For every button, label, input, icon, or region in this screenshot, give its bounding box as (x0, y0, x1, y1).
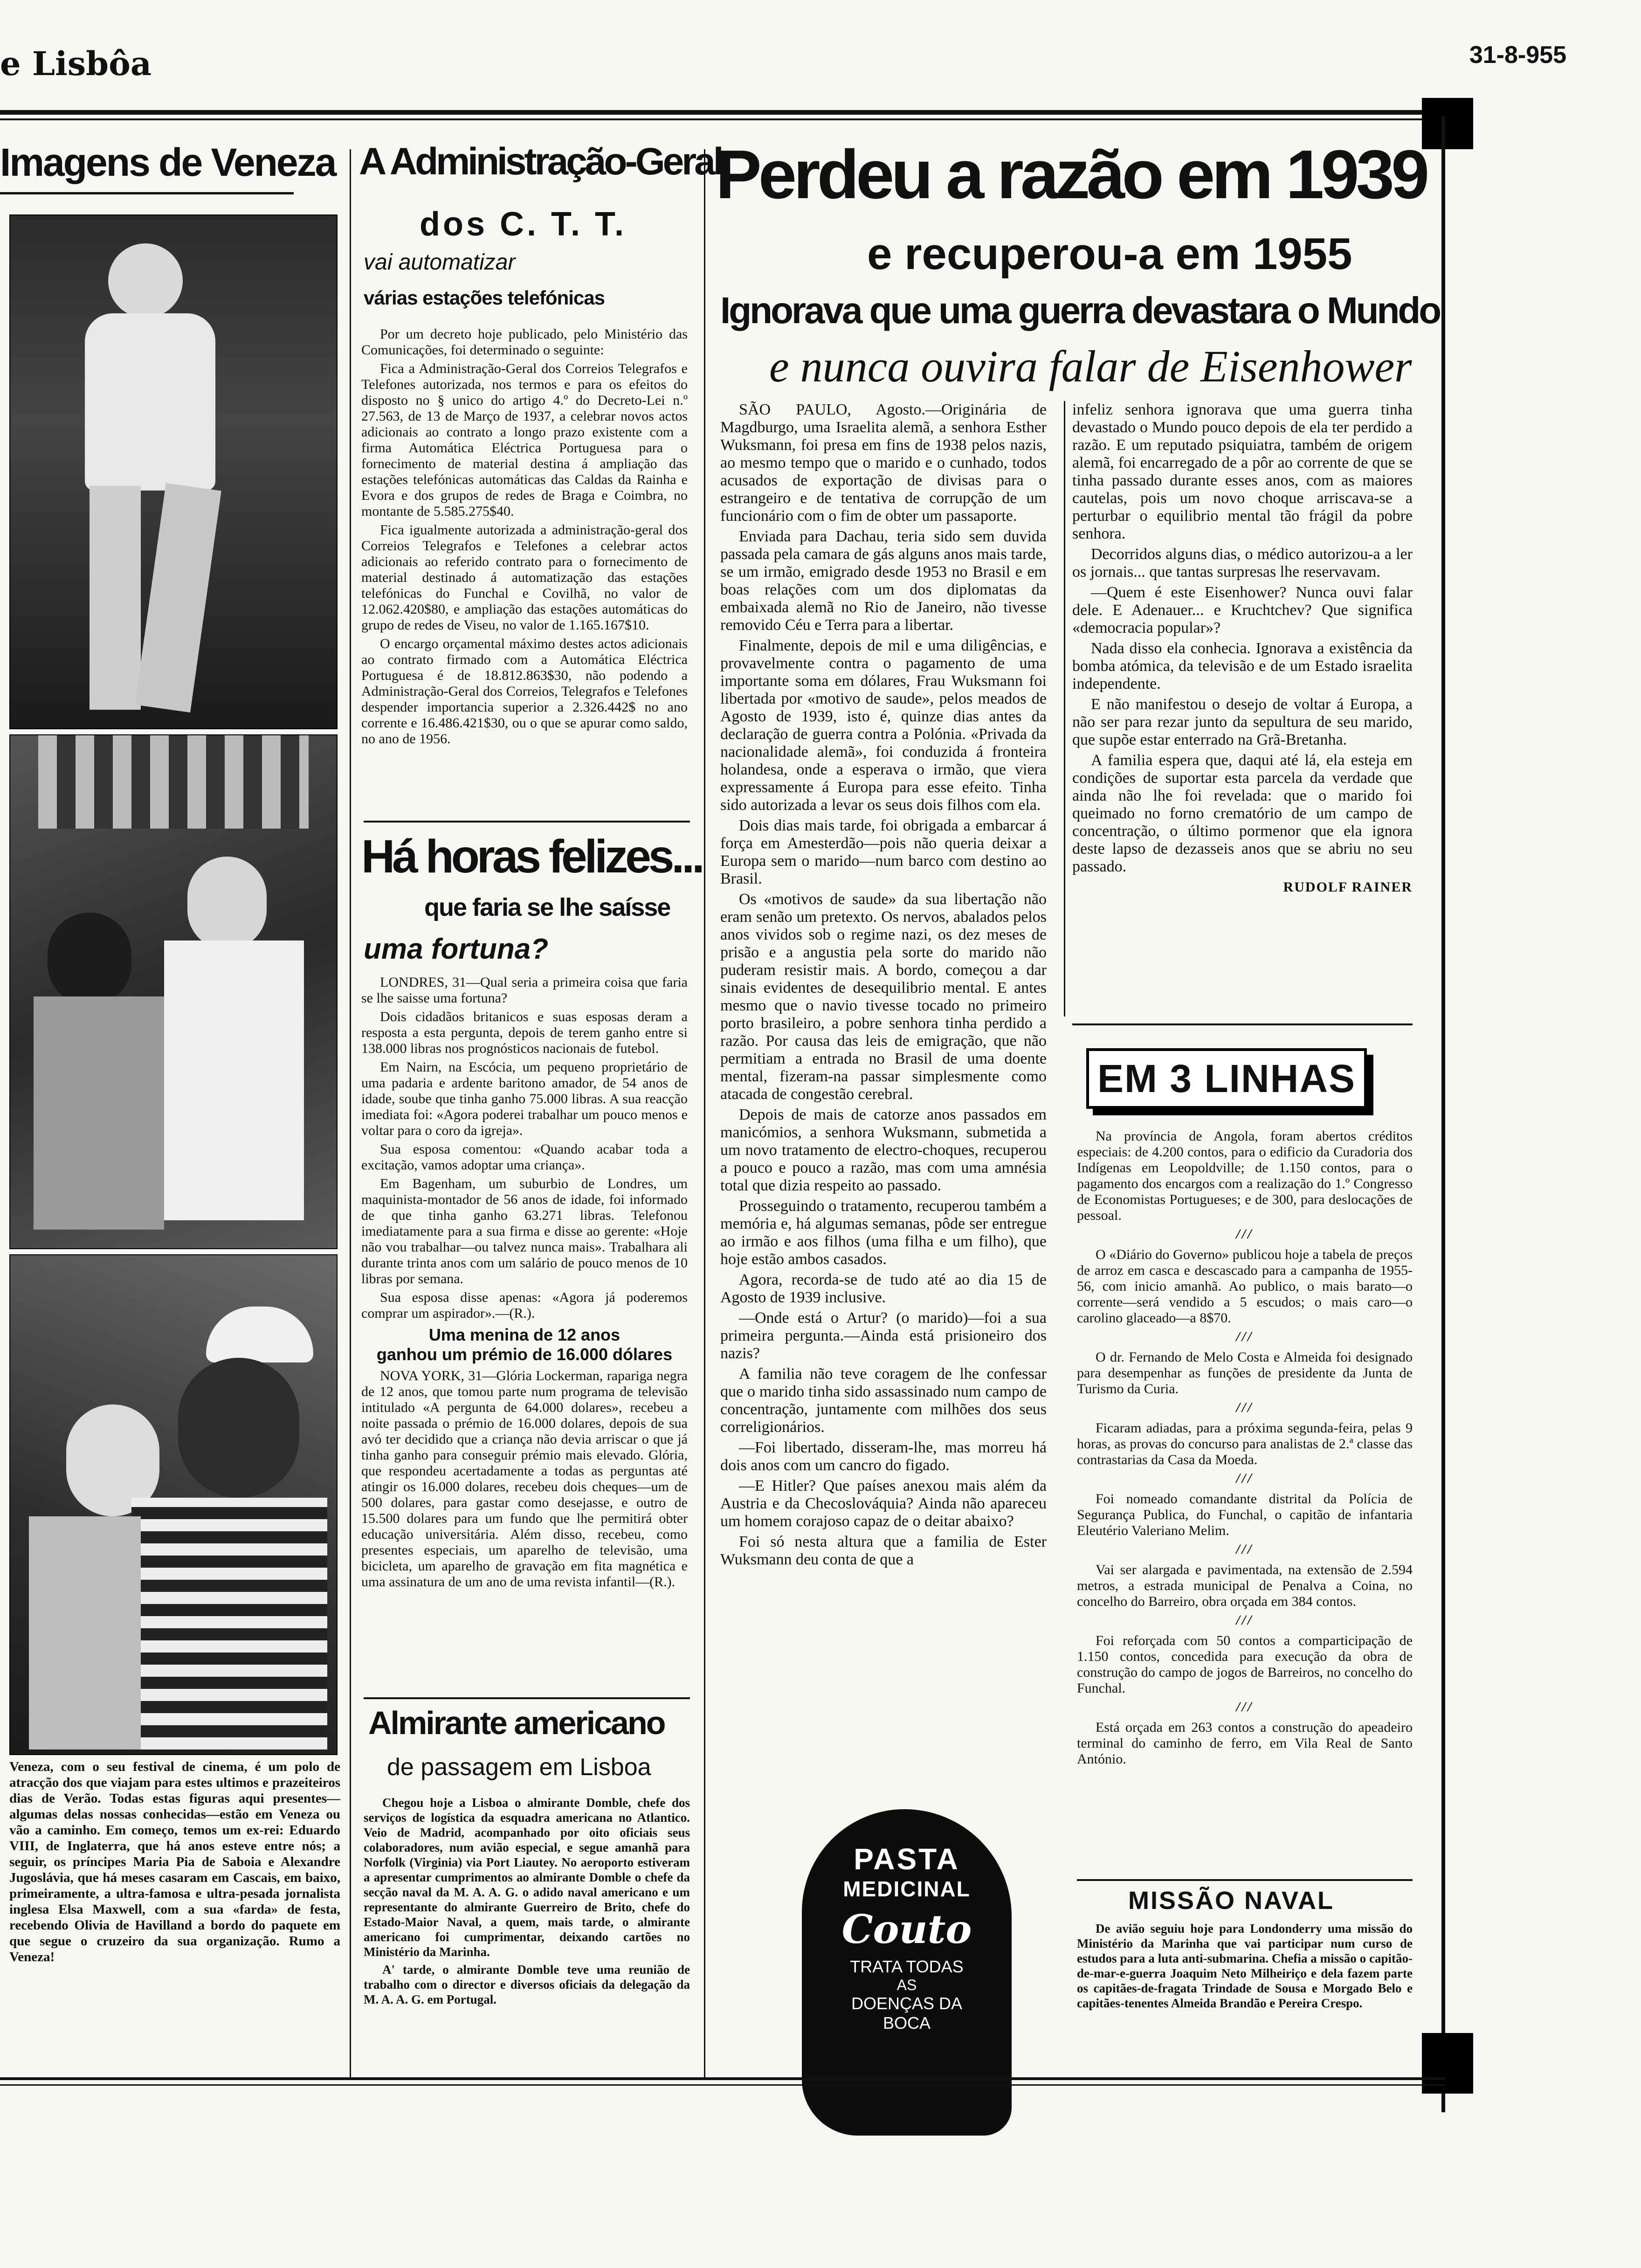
missao-top-rule (1077, 1879, 1413, 1881)
column-rule-3 (1064, 401, 1065, 1016)
ctt-paragraph: Fica igualmente autorizada a administração-geral dos Correios Telegrafos e Telefones a celebrar actos adicionais ao referido contrato para o fornecimento de material destinado á automatização das estações telefónicas do Funchal e Covilhã, no valor de 12.062.420$80, e ampliação das estações automáticas do grupo de redes de Viseu, no valor de 1.165.167$10. (361, 522, 688, 633)
perdeu-paragraph: Depois de mais de catorze anos passados em manicómios, a senhora Wuksmann, submetida a um novo tratamento de electro-choques, recuperou a pouco e pouco a razão, mas com uma amnésia total que dizia respeito ao passado. (720, 1106, 1047, 1194)
perdeu-paragraph: —Quem é este Eisenhower? Nunca ouvi falar dele. E Adenauer... e Kruchtchev? Que significa «democracia popular»? (1072, 584, 1413, 636)
perdeu-paragraph: Enviada para Dachau, teria sido sem duvida passada pela camara de gás alguns anos mais tarde, se um irmão, emigrado desde 1953 no Brasil e em boas relações com um dos diplomatas da embaixada alemã no Rio de Janeiro, não tivesse removido Céu e Terra para a libertar. (720, 528, 1047, 634)
perdeu-paragraph: Nada disso ela conhecia. Ignorava a existência da bomba atómica, da televisão e de um Estado israelita independente. (1072, 640, 1413, 692)
em3linhas-separator: /// (1236, 1226, 1254, 1242)
ctt-paragraph: Fica a Administração-Geral dos Correios Telegrafos e Telefones autorizada, nos termos e para os efeitos do disposto no § unico do artigo 4.º do Decreto-Lei n.º 27.563, de 13 de Março de 1937, a celebrar novos actos adicionais ao contrato a longo prazo existente com a firma Automática Eléctrica Portuguesa para o fornecimento de material destina á ampliação das estações telefónicas automáticas das Caldas da Rainha e Evora e dos grupos de redes de Braga e Coimbra, no montante de 5.585.275$40. (361, 361, 688, 519)
corner-block (1422, 98, 1473, 149)
perdeu-paragraph: Foi só nesta altura que a familia de Ester Wuksmann deu conta de que a (720, 1533, 1047, 1568)
perdeu-paragraph: —E Hitler? Que países anexou mais além da Austria e da Checoslováquia? Ainda não apareceu um homem corajoso capaz de o deitar abaixo? (720, 1477, 1047, 1530)
footer-rule-bottom (0, 2084, 1445, 2086)
photo-elsa-maxwell (9, 1254, 338, 1755)
perdeu-paragraph: Dois dias mais tarde, foi obrigada a embarcar á força em Amesterdão—pois não queria deixar a Europa sem o marido—num barco com destino ao Brasil. (720, 817, 1047, 887)
perdeu-paragraph: A familia não teve coragem de lhe confessar que o marido tinha sido assassinado num campo de concentração, juntamente com milhões dos seus correligionários. (720, 1365, 1047, 1436)
horas-subhead-1: Uma menina de 12 anos (428, 1325, 621, 1344)
horas-paragraph: LONDRES, 31—Qual seria a primeira coisa que faria se lhe saisse uma fortuna? (361, 975, 688, 1006)
ctt-title-4: várias estações telefónicas (364, 287, 605, 309)
em3linhas-separator: /// (1236, 1329, 1254, 1344)
pasta-couto-ad (802, 1809, 1012, 2136)
photo-maria-pia-alexandre (9, 734, 338, 1249)
perdeu-title-1: Perdeu a razão em 1939 (716, 136, 1427, 213)
ctt-title-1: A Administração-Geral (359, 140, 722, 183)
ad-line-2: MEDICINAL (843, 1877, 971, 1901)
em3linhas-separator: /// (1236, 1471, 1254, 1486)
perdeu-title-2: e recuperou-a em 1955 (867, 229, 1352, 279)
em3linhas-item: O «Diário do Governo» publicou hoje a tabela de preços de arroz em casca e descascado para a campanha de 1955-56, com inicio amanhã. Ao publico, o mais barato—o corrente—será vendido a 5 escudos; o mais caro—o carolino glaceado—a 8$70. (1077, 1247, 1413, 1326)
horas-title-3: uma fortuna? (364, 933, 549, 965)
ctt-title-2: dos C. T. T. (420, 206, 627, 243)
ad-line-1: PASTA (854, 1842, 960, 1876)
ctt-article (361, 326, 688, 750)
em3linhas-separator: /// (1236, 1542, 1254, 1557)
almirante-title-1: Almirante americano (368, 1705, 665, 1741)
horas-paragraph: Sua esposa disse apenas: «Agora já poderemos comprar um aspirador».—(R.). (361, 1290, 688, 1321)
em3linhas-separator: /// (1236, 1699, 1254, 1715)
perdeu-subhead-2: e nunca ouvira falar de Eisenhower (769, 341, 1412, 391)
almirante-paragraph: Chegou hoje a Lisboa o almirante Domble, chefe dos serviços de logística da esquadra americana no Atlantico. Veio de Madrid, acompanhado por oito oficiais seus colaboradores, num avião especial, e segue amanhã para Norfolk (Virginia) via Port Liautey. No aeroporto estiveram a apresentar cumprimentos ao almirante Domble o chefe da secção naval da M. A. A. G. o adido naval americano e um representante do almirante Guerreiro de Brito, chefe do Estado-Maior Naval, a quem, mais tarde, o almirante americano foi cumprimentar, deixando cartões no Ministério da Marinha. (364, 1796, 690, 1959)
perdeu-paragraph: Agora, recorda-se de tudo até ao dia 15 de Agosto de 1939 inclusive. (720, 1271, 1047, 1306)
header-rule-bottom (0, 118, 1445, 120)
perdeu-paragraph: A familia espera que, daqui até lá, ela esteja em condições de suportar esta parcela da verdade que ainda não lhe foi revelada: que o marido foi queimado no forno crematório de um campo de concentração, o último pormenor que ela ignora deste lapso de dezasseis anos que se abriu no seu passado. (1072, 752, 1413, 875)
em3linhas-title: EM 3 LINHAS (1086, 1048, 1367, 1109)
veneza-caption: Veneza, com o seu festival de cinema, é um polo de atracção dos que viajam para estes ultimos e prazeiteiros dias de Verão. Todas estas figuras aqui presentes—algumas delas nossas conhecidas—estão em Veneza ou vão a caminho. Em começo, temos um ex-rei: Eduardo VIII, de Inglaterra, que há anos esteve entre nós; a seguir, os príncipes Maria Pia de Saboia e Alexandre Jugoslávia, que há meses casaram em Cascais, em baixo, primeiramente, a ultra-famosa e ultra-pesada jornalista inglesa Elsa Maxwell, com a sua «farda» de festa, recebendo Olivia de Havilland a bordo do paquete em que segue o cruzeiro da sua organização. Rumo a Veneza! (9, 1759, 340, 1964)
horas-article (361, 975, 688, 1593)
footer-rule-top (0, 2077, 1445, 2080)
horas-paragraph: Em Nairn, na Escócia, um pequeno proprietário de uma padaria e ardente baritono amador, de 54 anos de idade, soube que tinha ganho 75.000 libras. A sua reacção imediata foi: «Agora poderei trabalhar um pouco menos e voltar para o coro da igreja». (361, 1059, 688, 1138)
ctt-paragraph: O encargo orçamental máximo destes actos adicionais ao contrato firmado com a Automática Eléctrica Portuguesa é de 18.812.863$30, não podendo a Administração-Geral dos Correios, Telegrafos e Telefones despender importancia superior a 2.326.442$ no ano corrente e 16.486.421$30, ou o que se apurar como saldo, no ano de 1956. (361, 636, 688, 747)
em3linhas-separator: /// (1236, 1612, 1254, 1628)
perdeu-paragraph: Finalmente, depois de mil e uma diligências, e provavelmente contra o pagamento de uma importante soma em dólares, Frau Wuksmann foi libertada por «motivo de saude», pelos meados de Agosto de 1939, isto é, quinze dias antes da declaração de guerra contra a Polónia. «Privada da nacionalidade alemã», foi conduzida á fronteira holandesa, onde a esperava o irmão, que viera expressamente á Europa para esse efeito. Tinha sido autorizada a levar os seus dois filhos com ela. (720, 637, 1047, 814)
horas-title-1: Há horas felizes... (361, 830, 702, 883)
veneza-title: Imagens de Veneza (0, 140, 336, 184)
column-rule-1 (350, 149, 351, 2080)
em3linhas-column (1077, 1128, 1413, 1770)
horas-subhead-2: ganhou um prémio de 16.000 dólares (376, 1345, 673, 1364)
em3linhas-item: Ficaram adiadas, para a próxima segunda-feira, pelas 9 horas, as provas do concurso para analistas de 2.ª classe das contrastarias da Casa da Moeda. (1077, 1420, 1413, 1467)
em3linhas-item: Foi nomeado comandante distrital da Polícia de Segurança Publica, do Funchal, o capitão de infantaria Eleutério Valeriano Melim. (1077, 1491, 1413, 1538)
photo-eduardo-viii (9, 214, 338, 729)
ad-line-7: BOCA (883, 2013, 931, 2033)
perdeu-end-rule (1072, 1023, 1413, 1025)
horas-end-rule (364, 1697, 690, 1699)
em3linhas-item: Está orçada em 263 contos a construção do apeadeiro terminal do caminho de ferro, em Vila Real de Santo António. (1077, 1720, 1413, 1767)
ctt-end-rule (364, 821, 690, 823)
em3linhas-item: O dr. Fernando de Melo Costa e Almeida foi designado para desempenhar as funções de presidente da Junta de Turismo da Curia. (1077, 1349, 1413, 1397)
em3linhas-separator: /// (1236, 1400, 1254, 1415)
em3linhas-item: Na província de Angola, foram abertos créditos especiais: de 4.200 contos, para o edificio da Curadoria dos Indígenas em Leopoldville; de 1.150 contos, para o pagamento dos encargos com a realização do 1.º Congresso de Economistas Portugueses; e de 300, para deslocações de pessoal. (1077, 1128, 1413, 1223)
horas-paragraph: Dois cidadãos britanicos e suas esposas deram a resposta a esta pergunta, depois de terem ganho entre si 138.000 libras nos prognósticos nacionais de futebol. (361, 1009, 688, 1056)
missao-title: MISSÃO NAVAL (1128, 1887, 1335, 1915)
perdeu-paragraph: E não manifestou o desejo de voltar á Europa, a não ser para rezar junto da sepultura de seu marido, que supõe estar enterrado na Grã-Bretanha. (1072, 696, 1413, 748)
horas-paragraph: Sua esposa comentou: «Quando acabar toda a excitação, vamos adoptar uma criança». (361, 1141, 688, 1173)
missao-article: De avião seguiu hoje para Londonderry uma missão do Ministério da Marinha que vai participar num curso de estudos para a luta anti-submarina. Chefia a missão o capitão-de-mar-e-guerra Joaquim Neto Milheiriço e dela fazem parte os capitães-de-fragata Trindade de Sousa e Morgado Belo e capitães-tenentes Almeida Brandão e Pereira Crespo. (1077, 1922, 1413, 2010)
perdeu-subhead-1: Ignorava que uma guerra devastara o Mundo (720, 290, 1440, 331)
ad-line-5: AS (896, 1977, 917, 1993)
perdeu-paragraph: —Onde está o Artur? (o marido)—foi a sua primeira pergunta.—Ainda está prisioneiro dos nazis? (720, 1309, 1047, 1362)
ctt-paragraph: Por um decreto hoje publicado, pelo Ministério das Comunicações, foi determinado o seguinte: (361, 326, 688, 358)
horas-title-2: que faria se lhe saísse (424, 893, 670, 921)
em3linhas-item: Vai ser alargada e pavimentada, na extensão de 2.594 metros, a estrada municipal de Penalva a Coina, no concelho do Barreiro, obra orçada em 384 contos. (1077, 1562, 1413, 1609)
almirante-paragraph: A' tarde, o almirante Domble teve uma reunião de trabalho com o director e diversos oficiais da delegação da M. A. A. G. em Portugal. (364, 1963, 690, 2006)
issue-date: 31-8-955 (1469, 41, 1566, 69)
perdeu-column-2 (1072, 401, 1413, 896)
header-rule-top (0, 110, 1445, 115)
perdeu-paragraph: Prosseguindo o tratamento, recuperou também a memória e, há algumas semanas, pôde ser entregue ao irmão e aos filhos (uma filha e um filho), que hoje estão ambos casados. (720, 1197, 1047, 1268)
perdeu-paragraph: infeliz senhora ignorava que uma guerra tinha devastado o Mundo pouco depois de ela ter perdido a razão. E um reputado psiquiatra, também de origem alemã, foi encarregado de a pôr ao corrente de que se tinha passado durante esses anos, com as maiores cautelas, pois um novo choque arriscava-se a perturbar o equilibrio mental tão frágil da pobre senhora. (1072, 401, 1413, 542)
almirante-title-2: de passagem em Lisboa (387, 1754, 651, 1781)
ad-line-6: DOENÇAS DA (851, 1994, 963, 2013)
ad-line-4: TRATA TODAS (850, 1957, 964, 1976)
horas-paragraph: NOVA YORK, 31—Glória Lockerman, rapariga negra de 12 anos, que tomou parte num programa de televisão intitulado «A pergunta de 64.000 dolares», recebeu a noite passada o prémio de 16.000 dolares, depois de sua avó ter decidido que a criança não devia arriscar o que já tinha ganho para conseguir prémio mais elevado. Glória, que respondeu acertadamente a todas as perguntas até atingir os 16.000 dolares, recebeu dois cheques—um de 500 dolares, para gastar como desejasse, e outro de 15.500 dolares para um fundo que lhe permitirá obter educação universitária. Além disso, recebeu, como presentes especiais, um aparelho de televisão, uma bicicleta, um aparelho de gravação em fita magnética e uma assinatura de um ano de uma revista infantil—(R.). (361, 1368, 688, 1590)
right-border (1441, 117, 1445, 2112)
perdeu-paragraph: —Foi libertado, disseram-lhe, mas morreu há dois anos com um cancro do figado. (720, 1439, 1047, 1474)
perdeu-paragraph: Os «motivos de saude» da sua libertação não eram senão um pretexto. Os nervos, abalados pelos anos vividos sob o regime nazi, os dez meses de prisão e a angustia pela sorte do marido não puderam resistir mais. A bordo, começou a dar sinais evidentes de desequilibrio mental. E antes mesmo que o navio tivesse tocado no primeiro porto brasileiro, a pobre senhora tinha perdido a razão. Por causa das leis de emigração, que não permitiam a entrada no Brasil de uma doente mental, fizeram-na passar simplesmente como atacada de congestão cerebral. (720, 891, 1047, 1103)
column-rule-2 (704, 149, 705, 2080)
horas-paragraph: Em Bagenham, um suburbio de Londres, um maquinista-montador de 56 anos de idade, foi informado de que tinha ganho 63.271 libras. Telefonou imediatamente para a sua firma e disse ao gerente: «Hoje não vou trabalhar—ou talvez nunca mais». Trabalhara ali durante trinta anos com um salário de pouco menos de 10 libras por semana. (361, 1176, 688, 1286)
perdeu-paragraph: Decorridos alguns dias, o médico autorizou-a a ler os jornais... que tantas surpresas lhe reservavam. (1072, 546, 1413, 581)
ctt-title-3: vai automatizar (364, 250, 516, 275)
ad-brand: Couto (841, 1906, 972, 1952)
veneza-title-rule (0, 192, 294, 194)
author-signature: RUDOLF RAINER (1283, 879, 1413, 895)
masthead-title: e Lisbôa (0, 44, 152, 83)
perdeu-column-1 (720, 401, 1047, 1571)
almirante-article (364, 1795, 690, 2010)
perdeu-paragraph: SÃO PAULO, Agosto.—Originária de Magdburgo, uma Israelita alemã, a senhora Esther Wuksmann, foi presa em fins de 1938 pelos nazis, ao mesmo tempo que o marido e o cunhado, todos acusados de exportação de divisas para o estrangeiro e de tentativa de corrupção de um funcionário com o fim de obter um passaporte. (720, 401, 1047, 525)
em3linhas-item: Foi reforçada com 50 contos a comparticipação de 1.150 contos, concedida para execução da obra de construção do campo de jogos de Barreiros, no concelho do Funchal. (1077, 1633, 1413, 1696)
